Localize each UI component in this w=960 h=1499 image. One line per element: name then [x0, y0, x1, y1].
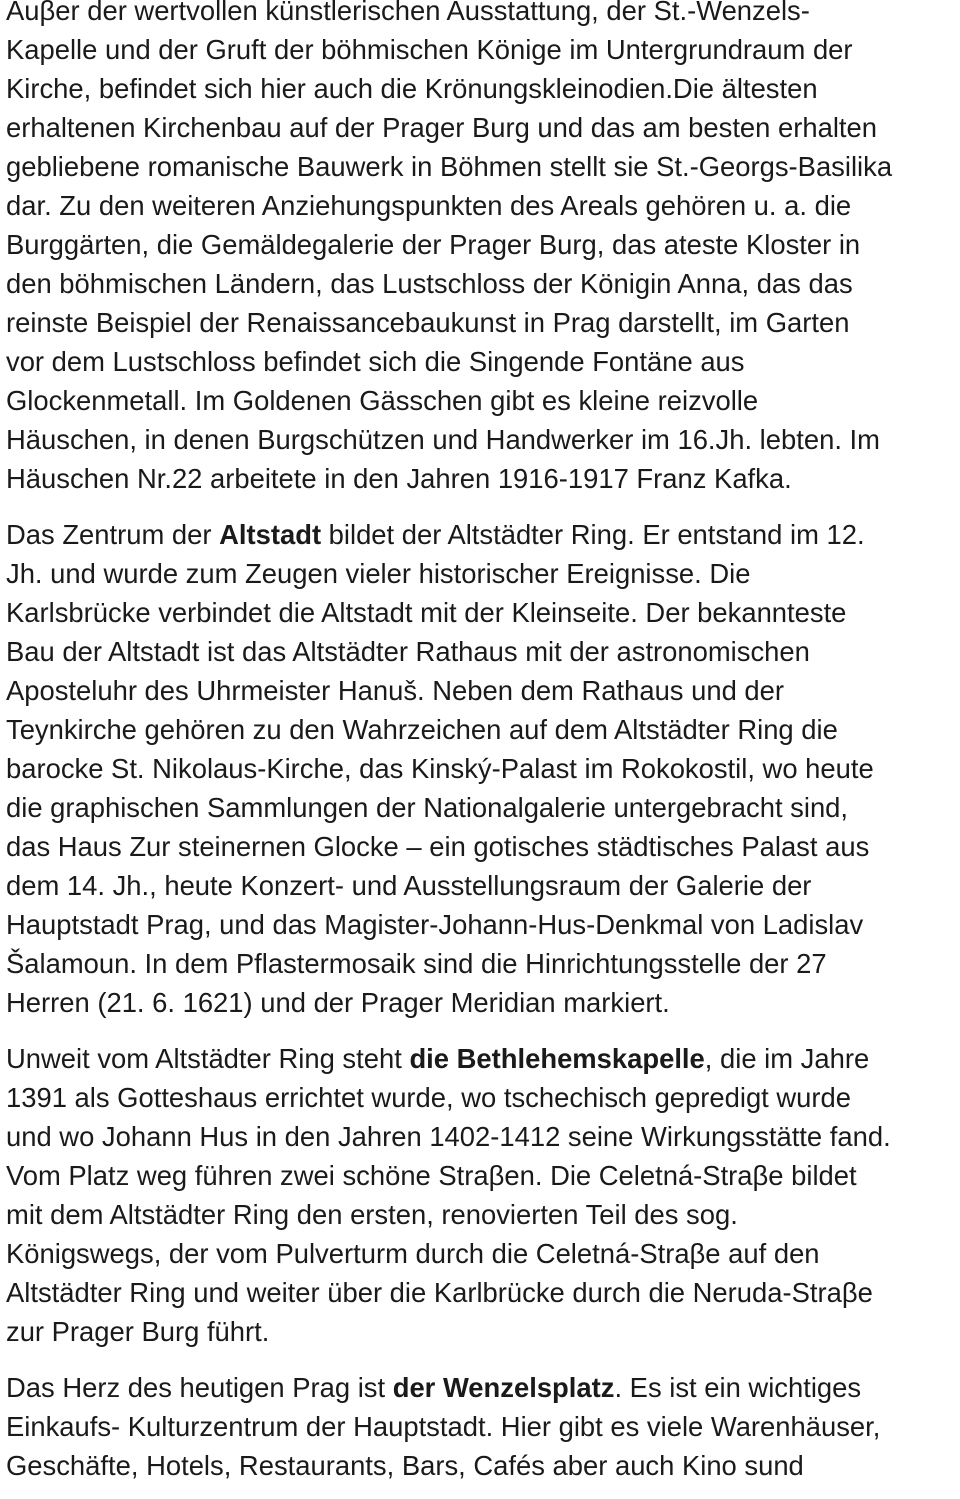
text-segment: Vom Platz weg führen zwei schöne Straβen. Die Celetná-Straβe bildet: [6, 1160, 857, 1191]
text-line: [6, 983, 958, 1022]
text-line: [6, 1312, 958, 1351]
text-segment: Teynkirche gehören zu den Wahrzeichen auf dem Altstädter Ring die: [6, 714, 838, 745]
text-segment: mit dem Altstädter Ring den ersten, renovierten Teil des sog.: [6, 1199, 738, 1230]
paragraph-prague-castle: [6, 0, 958, 498]
text-segment: Auβer der wertvollen künstlerischen Ausstattung, der St.-Wenzels-: [6, 0, 810, 26]
text-line: [6, 69, 958, 108]
text-segment: barocke St. Nikolaus-Kirche, das Kinský-Palast im Rokokostil, wo heute: [6, 753, 874, 784]
text-segment: Kapelle und der Gruft der böhmischen Könige im Untergrundraum der: [6, 34, 853, 65]
text-line: [6, 827, 958, 866]
text-segment: Unweit vom Altstädter Ring steht: [6, 1043, 410, 1074]
text-segment: erhaltenen Kirchenbau auf der Prager Burg und das am besten erhalten: [6, 112, 877, 143]
text-line: [6, 459, 958, 498]
text-line: [6, 342, 958, 381]
text-line: [6, 1078, 958, 1117]
text-segment: Glockenmetall. Im Goldenen Gässchen gibt es kleine reizvolle: [6, 385, 759, 416]
text-line: [6, 710, 958, 749]
text-line: [6, 1407, 958, 1446]
text-line: [6, 303, 958, 342]
paragraph-old-town: [6, 515, 958, 1022]
text-segment: Kirche, befindet sich hier auch die Krönungskleinodien.Die ältesten: [6, 73, 818, 104]
text-line: [6, 1117, 958, 1156]
text-line: [6, 1368, 958, 1407]
text-segment: Altstädter Ring und weiter über die Karlbrücke durch die Neruda-Straβe: [6, 1277, 873, 1308]
text-segment: das Haus Zur steinernen Glocke – ein gotisches städtisches Palast aus: [6, 831, 870, 862]
text-line: [6, 381, 958, 420]
text-segment: Geschäfte, Hotels, Restaurants, Bars, Cafés aber auch Kino sund: [6, 1450, 804, 1481]
text-segment: Aposteluhr des Uhrmeister Hanuš. Neben dem Rathaus und der: [6, 675, 785, 706]
text-line: [6, 671, 958, 710]
text-line: [6, 944, 958, 983]
text-segment: , die im Jahre: [704, 1043, 870, 1074]
text-line: [6, 554, 958, 593]
text-segment: bildet der Altstädter Ring. Er entstand im 12.: [321, 519, 865, 550]
text-line: [6, 420, 958, 459]
text-segment: Häuschen, in denen Burgschützen und Handwerker im 16.Jh. lebten. Im: [6, 424, 880, 455]
text-line: [6, 108, 958, 147]
text-line: [6, 749, 958, 788]
bold-text-segment: die Bethlehemskapelle: [409, 1043, 705, 1074]
paragraph-bethlehem-chapel: [6, 1039, 958, 1351]
text-line: [6, 30, 958, 69]
text-line: [6, 1039, 958, 1078]
text-segment: Häuschen Nr.22 arbeitete in den Jahren 1916-1917 Franz Kafka.: [6, 463, 792, 494]
text-segment: 1391 als Gotteshaus errichtet wurde, wo tschechisch gepredigt wurde: [6, 1082, 852, 1113]
text-line: [6, 186, 958, 225]
text-line: [6, 264, 958, 303]
text-line: [6, 593, 958, 632]
text-line: [6, 905, 958, 944]
text-segment: Einkaufs- Kulturzentrum der Hauptstadt. Hier gibt es viele Warenhäuser,: [6, 1411, 881, 1442]
text-line: [6, 1273, 958, 1312]
text-segment: Šalamoun. In dem Pflastermosaik sind die Hinrichtungsstelle der 27: [6, 948, 827, 979]
text-segment: Burggärten, die Gemäldegalerie der Prager Burg, das ateste Kloster in: [6, 229, 861, 260]
paragraph-wenceslas-square: [6, 1368, 958, 1485]
text-segment: Hauptstadt Prag, und das Magister-Johann-Hus-Denkmal von Ladislav: [6, 909, 864, 940]
bold-text-segment: Altstadt: [219, 519, 322, 550]
document-page: [6, 0, 958, 1485]
text-line: [6, 788, 958, 827]
text-segment: die graphischen Sammlungen der Nationalgalerie untergebracht sind,: [6, 792, 849, 823]
text-segment: Das Herz des heutigen Prag ist: [6, 1372, 393, 1403]
text-line: [6, 632, 958, 671]
text-segment: gebliebene romanische Bauwerk in Böhmen stellt sie St.-Georgs-Basilika: [6, 151, 893, 182]
text-segment: und wo Johann Hus in den Jahren 1402-1412 seine Wirkungsstätte fand.: [6, 1121, 891, 1152]
text-segment: dar. Zu den weiteren Anziehungspunkten des Areals gehören u. a. die: [6, 190, 852, 221]
text-line: [6, 1446, 958, 1485]
text-line: [6, 1234, 958, 1273]
text-segment: vor dem Lustschloss befindet sich die Singende Fontäne aus: [6, 346, 745, 377]
text-segment: Das Zentrum der: [6, 519, 220, 550]
text-segment: den böhmischen Ländern, das Lustschloss der Königin Anna, das das: [6, 268, 853, 299]
text-segment: . Es ist ein wichtiges: [614, 1372, 862, 1403]
text-line: [6, 225, 958, 264]
text-segment: Karlsbrücke verbindet die Altstadt mit der Kleinseite. Der bekannteste: [6, 597, 847, 628]
text-segment: dem 14. Jh., heute Konzert- und Ausstellungsraum der Galerie der: [6, 870, 812, 901]
text-segment: Herren (21. 6. 1621) und der Prager Meridian markiert.: [6, 987, 670, 1018]
text-line: [6, 1156, 958, 1195]
text-segment: Jh. und wurde zum Zeugen vieler historischer Ereignisse. Die: [6, 558, 751, 589]
text-line: [6, 1195, 958, 1234]
text-line: [6, 866, 958, 905]
text-line: [6, 515, 958, 554]
bold-text-segment: der Wenzelsplatz: [392, 1372, 615, 1403]
text-segment: reinste Beispiel der Renaissancebaukunst in Prag darstellt, im Garten: [6, 307, 850, 338]
text-line: [6, 0, 958, 30]
text-segment: Bau der Altstadt ist das Altstädter Rathaus mit der astronomischen: [6, 636, 810, 667]
text-segment: Königswegs, der vom Pulverturm durch die Celetná-Straβe auf den: [6, 1238, 820, 1269]
text-segment: zur Prager Burg führt.: [6, 1316, 270, 1347]
text-line: [6, 147, 958, 186]
